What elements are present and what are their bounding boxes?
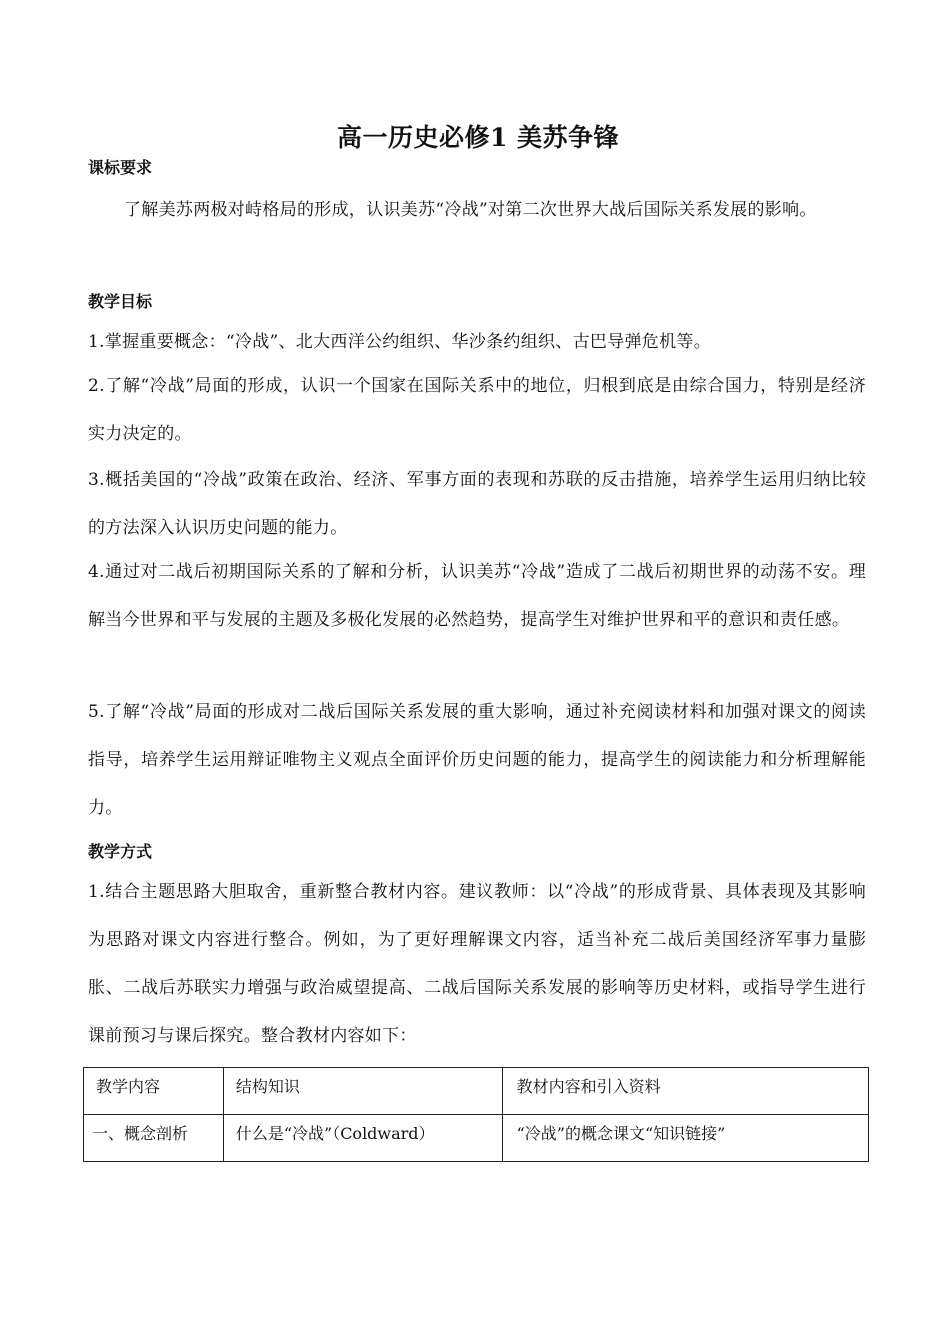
table-cell: 什么是“冷战”（Coldward） [223,1115,502,1162]
table-header-cell: 教材内容和引入资料 [502,1068,868,1115]
table-row [84,1115,869,1162]
document-title: 高一历史必修1 美苏争锋 [336,123,620,152]
objective-item-5: 5.了解“冷战”局面的形成对二战后国际关系发展的重大影响，通过补充阅读材料和加强对课文的阅读指导，培养学生运用辩证唯物主义观点全面评价历史问题的能力，提高学生的阅读能力和分析理解能力。 [88,702,866,818]
curriculum-heading: 课标要求 [88,158,153,177]
table-header-row [84,1068,869,1115]
methods-paragraph: 1.结合主题思路大胆取舍，重新整合教材内容。建议教师：以“冷战”的形成背景、具体表现及其影响为思路对课文内容进行整合。例如，为了更好理解课文内容，适当补充二战后美国经济军事力量膨胀、二战后苏联实力增强与政治威望提高、二战后国际关系发展的影响等历史材料，或指导学生进行课前预习与课后探究。整合教材内容如下： [88,882,866,1046]
objective-item-2: 2.了解“冷战”局面的形成，认识一个国家在国际关系中的地位，归根到底是由综合国力，特别是经济实力决定的。 [88,376,866,444]
table-cell: “冷战”的概念课文“知识链接” [502,1115,868,1162]
content-table [83,1067,869,1162]
curriculum-paragraph: 了解美苏两极对峙格局的形成，认识美苏“冷战”对第二次世界大战后国际关系发展的影响。 [124,200,817,220]
objectives-heading: 教学目标 [88,292,153,311]
table-header-cell: 教学内容 [84,1068,224,1115]
methods-heading: 教学方式 [88,842,153,861]
table-header-cell: 结构知识 [223,1068,502,1115]
objective-item-3: 3.概括美国的“冷战”政策在政治、经济、军事方面的表现和苏联的反击措施，培养学生运用归纳比较的方法深入认识历史问题的能力。 [88,470,866,538]
objective-item-1: 1.掌握重要概念：“冷战”、北大西洋公约组织、华沙条约组织、古巴导弹危机等。 [88,332,711,352]
table-cell: 一、概念剖析 [84,1115,224,1162]
objective-item-4: 4.通过对二战后初期国际关系的了解和分析，认识美苏“冷战”造成了二战后初期世界的动荡不安。理解当今世界和平与发展的主题及多极化发展的必然趋势，提高学生对维护世界和平的意识和责任感。 [88,562,866,630]
